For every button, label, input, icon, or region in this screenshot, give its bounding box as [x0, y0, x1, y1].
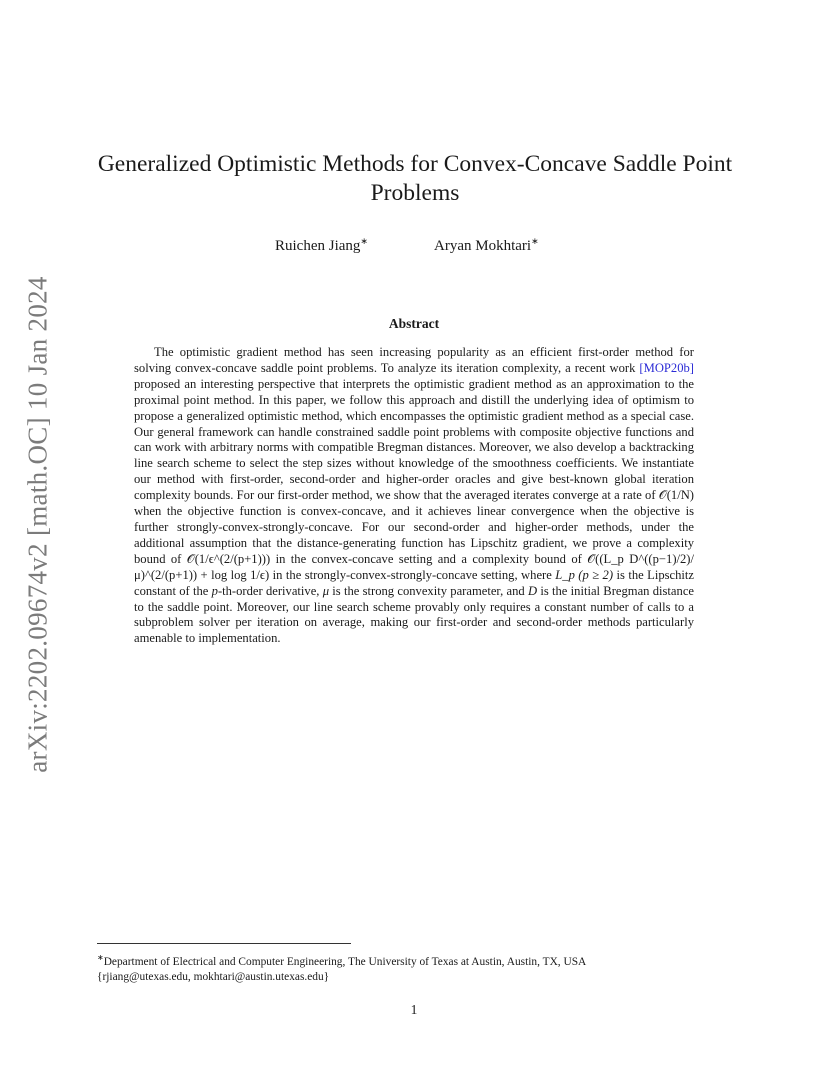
- abstract-text-9: is the initial Bregman distance to the saddle point. Moreover, our line search scheme provably only requires a constant number of calls to a subproblem solver per iteration on average, making our first-order and second-order methods particularly amenable to implementation.: [134, 583, 694, 646]
- abstract-text-4: in the convex-concave setting and a complexity bound of: [270, 551, 588, 566]
- abstract-text-8: is the strong convexity parameter, and: [329, 583, 528, 598]
- title-line-2: Problems: [370, 180, 460, 206]
- abstract-paragraph: [134, 345, 694, 647]
- abstract-text-6: is the Lipschitz constant of the: [134, 567, 695, 598]
- footnote-mark: ∗: [97, 953, 104, 962]
- affiliation-footnote: [97, 950, 732, 985]
- author-2-footnote-mark: ∗: [531, 236, 539, 246]
- author-1-name: Ruichen Jiang: [275, 238, 361, 254]
- abstract-text-1: The optimistic gradient method has seen increasing popularity as an efficient first-order method for solving convex-concave saddle point problems. To analyze its iteration complexity, a recent work: [134, 345, 694, 375]
- footnote-emails: {rjiang@utexas.edu, mokhtari@austin.utexas.edu}: [97, 970, 330, 983]
- abstract-text-5: in the strongly-convex-strongly-concave setting, where: [269, 567, 556, 582]
- symbol-d: D: [527, 583, 538, 598]
- affiliation-text: Department of Electrical and Computer Engineering, The University of Texas at Austin, Austin, TX, USA: [103, 955, 587, 968]
- author-2-name: Aryan Mokhtari: [434, 238, 532, 254]
- footnote-line-1: [97, 950, 732, 970]
- abstract-text-7: -th-order derivative,: [217, 583, 323, 598]
- symbol-mu: μ: [322, 583, 330, 598]
- title-line-1: Generalized Optimistic Methods for Convex-Concave Saddle Point: [97, 151, 733, 177]
- footnote-divider: [97, 943, 351, 944]
- arxiv-identifier-stamp: [10, 272, 66, 776]
- abstract-text-3: when the objective function is convex-concave, and it achieves linear convergence when the objective is further strongly-convex-strongly-concave. For our second-order and higher-order methods, under the additional assumption that the distance-generating function has Lipschitz gradient, we prove a complexity bound of: [134, 504, 694, 566]
- rate-first-order: 𝒪(1/N): [658, 488, 694, 503]
- page-number: 1: [410, 1002, 418, 1017]
- paper-title: [90, 150, 740, 208]
- arxiv-stamp-text: arXiv:2202.09674v2 [math.OC] 10 Jan 2024: [22, 275, 53, 773]
- author-2: [434, 236, 539, 255]
- author-1-footnote-mark: ∗: [360, 236, 368, 246]
- symbol-lp: L_p (p ≥ 2): [555, 567, 614, 582]
- symbol-p: p: [211, 583, 218, 598]
- author-1: [275, 236, 368, 255]
- citation-link[interactable]: [MOP20b]: [639, 360, 694, 375]
- abstract-text-2: proposed an interesting perspective that interprets the optimistic gradient method as an approximation to the proximal point method. In this paper, we follow this approach and distill the underlying idea of optimism to propose a generalized optimistic method, which encompasses the optimistic gradient method as a special case. Our general framework can handle constrained saddle point problems with composite objective functions and can work with arbitrary norms with compatible Bregman distances. Moreover, we also develop a backtracking line search scheme to select the step sizes without knowledge of the smoothness coefficients. We instantiate our method with first-order, second-order and higher-order oracles and give best-known global iteration complexity bounds. For our first-order method, we show that the averaged iterates converge at a rate of: [134, 376, 694, 503]
- rate-convex-concave: 𝒪(1/ϵ^(2/(p+1))): [186, 551, 271, 566]
- rate-strongly-convex: 𝒪((L_p D^((p−1)/2)/μ)^(2/(p+1)) + log log 1/ϵ): [134, 551, 695, 582]
- abstract-heading: Abstract: [388, 316, 440, 331]
